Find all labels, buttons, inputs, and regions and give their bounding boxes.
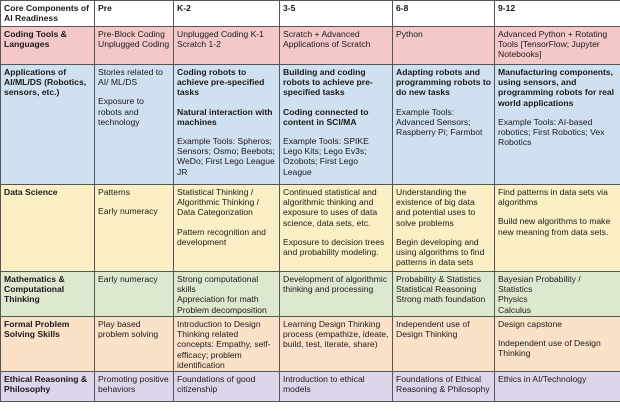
- cell-text: Statistical Thinking / Algorithmic Thinking / Data Categorization: [177, 187, 259, 218]
- cell-coding-pre: [95, 27, 174, 65]
- cell-datascience-6-8: [393, 185, 495, 272]
- cell-math-6-8: [393, 272, 495, 317]
- row-problem-solving: [1, 317, 620, 372]
- cell-datascience-9-12: [495, 185, 620, 272]
- cell-bold-text: Building and coding robots to achieve pre-specified tasks: [283, 67, 373, 98]
- cell-text: Build new algorithms to make new meaning from data sets.: [498, 216, 611, 237]
- cell-text: Begin developing and using algorithms to find patterns in data sets: [396, 236, 485, 268]
- cell-datascience-3-5: [280, 185, 393, 272]
- cell-text: Appreciation for math: [177, 294, 259, 305]
- cell-problem-pre: Play based problem solving: [95, 317, 174, 372]
- cell-bold-text: Natural interaction with machines: [177, 106, 273, 127]
- cell-bold-text: Coding robots to achieve pre-specified tasks: [177, 67, 265, 98]
- cell-text: Example Tools: AI-based robotics; First Robotics; Vex Robotics: [498, 116, 605, 148]
- cell-applications-k2: [174, 65, 280, 185]
- cell-text: Probability & Statistics: [396, 274, 482, 284]
- cell-problem-3-5: Learning Design Thinking process (empathize, ideate, build, test, iterate, share): [280, 317, 393, 372]
- cell-text: Strong math foundation: [396, 294, 486, 305]
- cell-ethics-9-12: Ethics in AI/Technology: [495, 372, 620, 402]
- cell-ethics-6-8: Foundations of Ethical Reasoning & Philosophy: [393, 372, 495, 402]
- row-label-ethics: Ethical Reasoning & Philosophy: [1, 372, 95, 402]
- cell-text: Example Tools: Spheros; Sensors; Osmo; Beebots; WeDo; First Lego League JR: [177, 136, 275, 177]
- cell-bold-text: Manufacturing components, using sensors, and programming robots for real world applications: [498, 67, 615, 108]
- cell-text: Understanding the existence of big data and potential uses to solve problems: [396, 187, 476, 228]
- cell-ethics-pre: Promoting positive behaviors: [95, 372, 174, 402]
- cell-text: Continued statistical and algorithmic thinking and exposure to uses of data science, data sets, etc.: [283, 187, 378, 228]
- row-label-mathematics: Mathematics & Computational Thinking: [1, 272, 95, 317]
- row-applications: [1, 65, 620, 185]
- cell-math-9-12: [495, 272, 620, 317]
- cell-text: Exposure to robots and technology: [98, 96, 144, 127]
- cell-math-3-5: Development of algorithmic thinking and processing: [280, 272, 393, 317]
- cell-applications-6-8: [393, 65, 495, 185]
- cell-problem-6-8: Independent use of Design Thinking: [393, 317, 495, 372]
- cell-text: Scratch 1-2: [177, 39, 221, 50]
- cell-coding-6-8: Python: [393, 27, 495, 65]
- row-label-applications: Applications of AI/ML/DS (Robotics, sensors, etc.): [1, 65, 95, 185]
- row-ethics: [1, 372, 620, 402]
- header-3-5: 3-5: [280, 1, 393, 27]
- row-label-data-science: Data Science: [1, 185, 95, 272]
- cell-text: Calculus: [498, 304, 531, 315]
- cell-text: Stories related to AI/ ML/DS: [98, 67, 163, 88]
- cell-coding-3-5: Scratch + Advanced Applications of Scratch: [280, 27, 393, 65]
- cell-text: Bayesian Probability / Statistics: [498, 274, 581, 295]
- cell-text: Problem decomposition: [177, 304, 267, 315]
- cell-text: Strong computational skills: [177, 274, 259, 295]
- cell-ethics-3-5: Introduction to ethical models: [280, 372, 393, 402]
- header-9-12: 9-12: [495, 1, 620, 27]
- row-label-problem-solving: Formal Problem Solving Skills: [1, 317, 95, 372]
- cell-text: Early numeracy: [98, 206, 158, 217]
- cell-applications-9-12: [495, 65, 620, 185]
- row-coding-tools: [1, 27, 620, 65]
- cell-applications-pre: [95, 65, 174, 185]
- header-k2: K-2: [174, 1, 280, 27]
- cell-text: Statistical Reasoning: [396, 284, 477, 295]
- cell-text: Design capstone: [498, 319, 563, 329]
- cell-bold-text: Adapting robots and programming robots to do new tasks: [396, 67, 492, 98]
- cell-text: Pattern recognition and development: [177, 226, 266, 247]
- row-data-science: [1, 185, 620, 272]
- cell-text: Patterns: [98, 187, 131, 197]
- cell-text: Unplugged Coding: [98, 39, 170, 50]
- row-label-coding: Coding Tools & Languages: [1, 27, 95, 65]
- cell-text: Unplugged Coding K-1: [177, 29, 264, 39]
- cell-text: Find patterns in data sets via algorithms: [498, 187, 608, 208]
- cell-coding-k2: [174, 27, 280, 65]
- cell-text: Pre-Block Coding: [98, 29, 165, 39]
- cell-bold-text: Coding connected to content in SCI/MA: [283, 106, 369, 127]
- cell-datascience-k2: [174, 185, 280, 272]
- cell-text: Physics: [498, 294, 528, 305]
- cell-applications-3-5: [280, 65, 393, 185]
- cell-problem-9-12: [495, 317, 620, 372]
- cell-math-k2: [174, 272, 280, 317]
- header-core-components: Core Components of AI Readiness: [1, 1, 95, 27]
- cell-ethics-k2: Foundations of good citizenship: [174, 372, 280, 402]
- cell-coding-9-12: Advanced Python + Rotating Tools [TensorFlow; Jupyter Notebooks]: [495, 27, 620, 65]
- header-pre: Pre: [95, 1, 174, 27]
- header-row: [1, 1, 620, 27]
- cell-text: Example Tools: SPIKE Lego Kits; Lego Ev3s; Ozobots; First Lego League: [283, 136, 369, 177]
- cell-math-pre: Early numeracy: [95, 272, 174, 317]
- cell-text: Exposure to decision trees and probability modeling.: [283, 236, 385, 258]
- cell-text: Independent use of Design Thinking: [498, 338, 601, 359]
- cell-problem-k2: Introduction to Design Thinking related concepts: Empathy, self-efficacy; problem identification: [174, 317, 280, 372]
- cell-text: Example Tools: Advanced Sensors; Raspberry Pi; Farmbot: [396, 106, 483, 138]
- header-6-8: 6-8: [393, 1, 495, 27]
- row-mathematics: [1, 272, 620, 317]
- cell-datascience-pre: [95, 185, 174, 272]
